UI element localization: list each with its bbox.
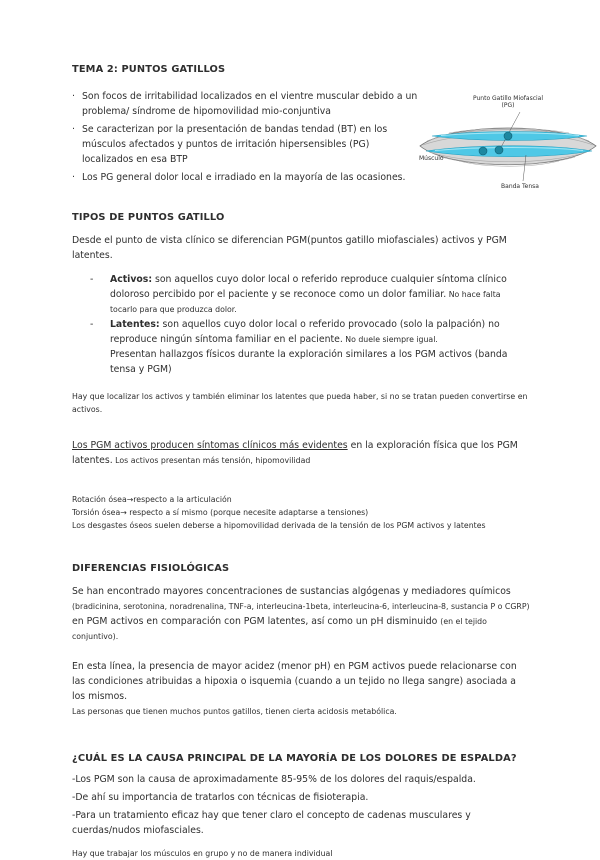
figure-title-line1: Punto Gatillo Miofascial <box>472 95 544 102</box>
evidentes-rest: en la exploración física que los PGM latentes. <box>72 440 518 466</box>
tipos-list <box>72 272 530 377</box>
osea-line: Los desgastes óseos suelen deberse a hipomovilidad derivada de la tensión de los PGM activos y latentes <box>72 521 486 530</box>
intro-bullet <box>72 89 422 119</box>
latentes-note: No duele siempre igual. <box>342 335 438 344</box>
latentes-label: Latentes: <box>110 319 160 330</box>
activos-label: Activos: <box>110 274 153 285</box>
espalda-line: -De ahí su importancia de tratarlos con técnicas de fisioterapia. <box>72 792 369 803</box>
latentes-text: son aquellos cuyo dolor local o referido provocado (solo la palpación) no reproduce ningún síntoma familiar en el paciente. <box>110 319 500 345</box>
tipos-intro: Desde el punto de vista clínico se diferencian PGM(puntos gatillo miofasciales) activos y PGM latentes. <box>72 235 507 261</box>
section-heading-tipos: TIPOS DE PUNTOS GATILLO <box>72 212 225 223</box>
diferencias-p1 <box>72 584 530 644</box>
osea-line: Rotación ósea→respecto a la articulación <box>72 495 232 504</box>
osea-line: Torsión ósea→ respecto a sí mismo (porque necesite adaptarse a tensiones) <box>72 508 369 517</box>
section-espalda <box>72 753 530 860</box>
list-item-activos <box>72 272 530 317</box>
diferencias-p1-main1: Se han encontrado mayores concentraciones de sustancias algógenas y mediadores químicos <box>72 586 511 597</box>
section-heading-diferencias: DIFERENCIAS FISIOLÓGICAS <box>72 563 230 574</box>
evidentes-note: Los activos presentan más tensión, hipomovilidad <box>112 456 311 465</box>
intro-bullet-text: Se caracterizan por la presentación de bandas tendad (BT) en los músculos afectados y puntos de irritación hipersensibles (PG) localizados en esa BTP <box>82 124 388 165</box>
evidentes-underlined: Los PGM activos producen síntomas clínicos más evidentes <box>72 440 348 451</box>
intro-section <box>72 89 422 185</box>
muscle-label: Músculo <box>419 155 444 162</box>
espalda-line: -Para un tratamiento eficaz hay que tener claro el concepto de cadenas musculares y cuerdas/nudos miofasciales. <box>72 810 471 836</box>
section-tipos <box>72 212 530 532</box>
document-content <box>72 64 530 860</box>
diferencias-p2-note: Las personas que tienen muchos puntos gatillos, tienen cierta acidosis metabólica. <box>72 707 397 716</box>
page-title: TEMA 2: PUNTOS GATILLOS <box>72 64 226 75</box>
intro-bullet-text: Son focos de irritabilidad localizados en el vientre muscular debido a un problema/ síndrome de hipomovilidad mio-conjuntiva <box>82 91 418 117</box>
espalda-line: -Los PGM son la causa de aproximadamente 85-95% de los dolores del raquis/espalda. <box>72 774 476 785</box>
intro-bullet <box>72 170 422 185</box>
tense-band-label: Banda Tensa <box>501 183 539 190</box>
intro-bullet <box>72 122 422 167</box>
evidentes-paragraph <box>72 438 530 468</box>
diferencias-p1-small2: (en el tejido conjuntivo). <box>72 617 487 641</box>
diferencias-p1-main2: en PGM activos en comparación con PGM latentes, así como un pH disminuido <box>72 616 441 627</box>
list-item-latentes <box>72 317 530 377</box>
dash-marker: - <box>90 274 94 285</box>
activos-note: No hace falta tocarlo para que produzca dolor. <box>110 290 501 314</box>
latentes-text2: Presentan hallazgos físicos durante la exploración similares a los PGM activos (banda tensa y PGM) <box>110 349 508 375</box>
diferencias-p2: En esta línea, la presencia de mayor acidez (menor pH) en PGM activos puede relacionarse con las condiciones atribuidas a hipoxia o isquemia (cuando a un tejido no llega sangre) asociada a los mismos. <box>72 661 517 702</box>
tipos-note-after: Hay que localizar los activos y también eliminar los latentes que pueda haber, si no se tratan pueden convertirse en activos. <box>72 392 528 414</box>
espalda-note: Hay que trabajar los músculos en grupo y no de manera individual <box>72 849 333 858</box>
espalda-lines <box>72 772 530 838</box>
osea-block <box>72 493 530 532</box>
section-diferencias <box>72 563 530 718</box>
section-heading-espalda: ¿CUÁL ES LA CAUSA PRINCIPAL DE LA MAYORÍA DE LOS DOLORES DE ESPALDA? <box>72 753 517 764</box>
bullet-marker: · <box>72 91 75 102</box>
activos-text: son aquellos cuyo dolor local o referido reproduce cualquier síntoma clínico doloroso percibido por el paciente y se reconoce como un dolor familiar. <box>110 274 507 300</box>
dash-marker: - <box>90 319 94 330</box>
intro-bullet-text: Los PG general dolor local e irradiado en la mayoría de las ocasiones. <box>82 172 406 183</box>
diferencias-p1-small1: (bradicinina, serotonina, noradrenalina, TNF-a, interleucina-1beta, interleucina-6, interleucina-8, sustancia P o CGRP) <box>72 602 530 611</box>
bullet-marker: · <box>72 124 75 135</box>
bullet-marker: · <box>72 172 75 183</box>
figure-title-line2: (PG) <box>501 102 515 109</box>
